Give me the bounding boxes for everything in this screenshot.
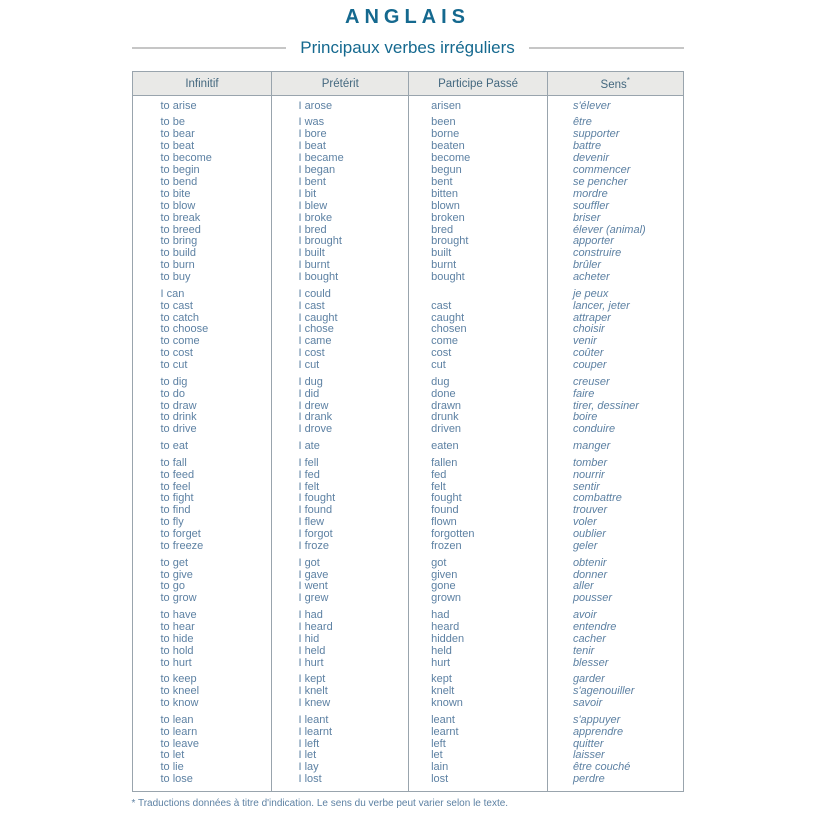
verb-sens: commencer bbox=[572, 165, 631, 177]
verb-preterit: I kept bbox=[298, 674, 326, 686]
verb-sens: savoir bbox=[572, 698, 603, 710]
verb-infinitive: to fight bbox=[160, 493, 194, 505]
participle-cell bbox=[409, 605, 548, 669]
verb-participle: done bbox=[431, 388, 456, 400]
verb-sens: devenir bbox=[572, 153, 610, 165]
verb-preterit: I fought bbox=[298, 493, 336, 505]
verb-infinitive: to let bbox=[160, 750, 185, 762]
column-header-infinitif: Infinitif bbox=[132, 72, 272, 96]
verb-group-row bbox=[132, 605, 683, 669]
verb-participle: built bbox=[431, 248, 452, 260]
verb-preterit: I left bbox=[298, 738, 320, 750]
verb-preterit: I was bbox=[298, 117, 325, 129]
verb-infinitive: to lie bbox=[160, 762, 184, 774]
sens-cell bbox=[547, 605, 683, 669]
verb-group-row bbox=[132, 284, 683, 372]
infinitive-cell bbox=[132, 113, 272, 284]
sens-cell bbox=[547, 669, 683, 709]
verb-infinitive: to bring bbox=[160, 236, 198, 248]
verb-infinitive: to leave bbox=[160, 738, 200, 750]
sens-cell bbox=[547, 453, 683, 553]
verb-sens: apprendre bbox=[572, 726, 624, 738]
column-header-preterit: Prétérit bbox=[272, 72, 409, 96]
verb-preterit: I froze bbox=[298, 540, 330, 552]
verb-participle: bitten bbox=[431, 188, 459, 200]
verb-preterit: I cast bbox=[298, 300, 325, 312]
verb-sens: pousser bbox=[572, 593, 613, 605]
page-title: ANGLAIS bbox=[345, 6, 470, 28]
verb-sens: perdre bbox=[572, 774, 605, 786]
verb-participle: fallen bbox=[431, 457, 458, 469]
verb-sens: se pencher bbox=[572, 176, 628, 188]
sens-cell bbox=[547, 436, 683, 453]
verb-sens: être bbox=[572, 117, 592, 129]
table-header-row bbox=[132, 72, 683, 96]
verb-group-row bbox=[132, 113, 683, 284]
verb-sens: manger bbox=[572, 441, 611, 453]
page-subtitle: Principaux verbes irréguliers bbox=[300, 38, 515, 57]
verb-participle: fought bbox=[431, 493, 462, 505]
verb-preterit: I burnt bbox=[298, 260, 330, 272]
verb-sens: laisser bbox=[572, 750, 605, 762]
infinitive-cell bbox=[132, 710, 272, 792]
verb-sens: attraper bbox=[572, 312, 611, 324]
verb-preterit: I drove bbox=[298, 424, 333, 436]
verb-preterit: I built bbox=[298, 248, 325, 260]
verb-infinitive: to hide bbox=[160, 633, 194, 645]
verb-preterit: I cost bbox=[298, 348, 325, 360]
verb-infinitive: to cast bbox=[160, 300, 193, 312]
verb-preterit: I bent bbox=[298, 176, 326, 188]
verb-participle: frozen bbox=[431, 540, 462, 552]
verb-infinitive: to do bbox=[160, 388, 185, 400]
verb-sens: sentir bbox=[572, 481, 600, 493]
verb-preterit: I drank bbox=[298, 412, 333, 424]
verb-sens: creuser bbox=[572, 376, 610, 388]
infinitive-cell bbox=[132, 605, 272, 669]
verb-infinitive: to come bbox=[160, 336, 200, 348]
infinitive-cell bbox=[132, 436, 272, 453]
verb-infinitive: to grow bbox=[160, 593, 197, 605]
verb-infinitive: to fall bbox=[160, 457, 187, 469]
verb-infinitive: I can bbox=[160, 288, 185, 300]
column-header-sens bbox=[547, 72, 683, 96]
verbs-tbody bbox=[132, 96, 683, 792]
verb-infinitive: to forget bbox=[160, 529, 201, 541]
verb-preterit: I caught bbox=[298, 312, 338, 324]
verb-sens: boire bbox=[572, 412, 598, 424]
verb-participle: driven bbox=[431, 424, 462, 436]
verb-infinitive: to eat bbox=[160, 441, 189, 453]
verb-sens: nourrir bbox=[572, 469, 605, 481]
verb-participle: forgotten bbox=[431, 529, 475, 541]
verb-sens: donner bbox=[572, 569, 608, 581]
verb-sens: combattre bbox=[572, 493, 622, 505]
verb-group-row bbox=[132, 96, 683, 113]
verb-participle: got bbox=[431, 557, 447, 569]
verb-infinitive: to learn bbox=[160, 726, 198, 738]
verb-group-row bbox=[132, 669, 683, 709]
infinitive-cell bbox=[132, 553, 272, 605]
verb-preterit: I began bbox=[298, 165, 336, 177]
subtitle-rule-left bbox=[132, 47, 287, 49]
verb-participle: lost bbox=[431, 774, 449, 786]
verb-participle: fed bbox=[431, 469, 447, 481]
preterit-cell bbox=[272, 669, 409, 709]
preterit-cell bbox=[272, 710, 409, 792]
preterit-cell bbox=[272, 605, 409, 669]
verb-preterit: I fed bbox=[298, 469, 320, 481]
verb-preterit: I went bbox=[298, 581, 328, 593]
subtitle-row bbox=[132, 38, 684, 58]
column-header-participe-passe: Participe Passé bbox=[409, 72, 548, 96]
verb-preterit: I bit bbox=[298, 188, 317, 200]
verb-sens: acheter bbox=[572, 272, 610, 284]
verb-sens: cacher bbox=[572, 633, 606, 645]
preterit-cell bbox=[272, 553, 409, 605]
verb-preterit: I had bbox=[298, 610, 323, 621]
verb-preterit: I flew bbox=[298, 517, 325, 529]
verb-infinitive: to cost bbox=[160, 348, 193, 360]
verb-preterit: I bought bbox=[298, 272, 339, 284]
verb-group-row bbox=[132, 553, 683, 605]
verb-participle: flown bbox=[431, 517, 457, 529]
verb-participle: bred bbox=[431, 224, 454, 236]
verb-preterit: I blew bbox=[298, 200, 328, 212]
verb-sens: briser bbox=[572, 212, 601, 224]
verb-preterit: I hurt bbox=[298, 657, 324, 669]
verb-participle: heard bbox=[431, 621, 460, 633]
preterit-cell bbox=[272, 96, 409, 113]
verb-preterit: I could bbox=[298, 288, 331, 300]
verb-infinitive: to draw bbox=[160, 400, 197, 412]
verb-participle: beaten bbox=[431, 141, 465, 153]
verb-sens: s'élever bbox=[572, 100, 611, 112]
verb-sens: geler bbox=[572, 540, 598, 552]
verb-sens: s'agenouiller bbox=[572, 686, 635, 698]
verb-preterit: I broke bbox=[298, 212, 333, 224]
verb-sens: tomber bbox=[572, 457, 608, 469]
participle-cell bbox=[409, 284, 548, 372]
verb-participle: learnt bbox=[431, 726, 459, 738]
verb-participle: begun bbox=[431, 165, 462, 177]
verb-sens: conduire bbox=[572, 424, 616, 436]
verb-infinitive: to cut bbox=[160, 360, 188, 372]
sens-label: Sens bbox=[600, 78, 627, 91]
verb-infinitive: to become bbox=[160, 153, 212, 165]
verb-participle: hurt bbox=[431, 657, 451, 669]
verb-infinitive: to know bbox=[160, 698, 199, 710]
verb-infinitive: to break bbox=[160, 212, 201, 224]
participle-cell bbox=[409, 96, 548, 113]
verb-preterit: I let bbox=[298, 750, 317, 762]
verb-participle: let bbox=[431, 750, 443, 762]
infinitive-cell bbox=[132, 453, 272, 553]
sens-asterisk: * bbox=[626, 76, 630, 86]
verb-infinitive: to be bbox=[160, 117, 185, 129]
verb-sens: voler bbox=[572, 517, 597, 529]
verb-sens: venir bbox=[572, 336, 597, 348]
verb-infinitive: to lose bbox=[160, 774, 193, 786]
verb-participle: drunk bbox=[431, 412, 459, 424]
verb-infinitive: to hold bbox=[160, 645, 194, 657]
verb-participle: chosen bbox=[431, 324, 467, 336]
verb-sens: garder bbox=[572, 674, 605, 686]
verb-sens: avoir bbox=[572, 610, 597, 621]
verb-participle: drawn bbox=[431, 400, 462, 412]
verb-participle bbox=[409, 289, 547, 301]
verb-preterit: I bred bbox=[298, 224, 327, 236]
verb-participle: lain bbox=[431, 762, 449, 774]
verb-preterit: I heard bbox=[298, 621, 333, 633]
participle-cell bbox=[409, 669, 548, 709]
verb-participle: hidden bbox=[431, 633, 465, 645]
verb-infinitive: to hear bbox=[160, 621, 195, 633]
verb-infinitive: to feel bbox=[160, 481, 191, 493]
verb-infinitive: to fly bbox=[160, 517, 184, 529]
verb-preterit: I hid bbox=[298, 633, 320, 645]
verb-participle: cast bbox=[431, 300, 452, 312]
verb-preterit: I drew bbox=[298, 400, 329, 412]
verb-sens: blesser bbox=[572, 657, 609, 669]
verb-sens: construire bbox=[572, 248, 622, 260]
verb-infinitive: to blow bbox=[160, 200, 196, 212]
verb-participle: blown bbox=[431, 200, 460, 212]
verb-infinitive: to begin bbox=[160, 165, 200, 177]
verb-sens: brûler bbox=[572, 260, 602, 272]
verb-participle: left bbox=[431, 738, 446, 750]
participle-cell bbox=[409, 436, 548, 453]
verb-participle: burnt bbox=[431, 260, 457, 272]
verb-sens: je peux bbox=[572, 288, 609, 300]
verb-preterit: I became bbox=[298, 153, 344, 165]
verb-participle: grown bbox=[431, 593, 462, 605]
verb-sens: tenir bbox=[572, 645, 595, 657]
verb-participle: dug bbox=[431, 376, 450, 388]
verb-preterit: I learnt bbox=[298, 726, 333, 738]
verb-participle: given bbox=[431, 569, 458, 581]
verb-participle: brought bbox=[431, 236, 469, 248]
verb-sens: obtenir bbox=[572, 557, 607, 569]
verb-participle: gone bbox=[431, 581, 456, 593]
verb-infinitive: to keep bbox=[160, 674, 197, 686]
verb-preterit: I brought bbox=[298, 236, 342, 248]
sens-cell bbox=[547, 553, 683, 605]
verb-group-row bbox=[132, 436, 683, 453]
verb-sens: entendre bbox=[572, 621, 617, 633]
sens-cell bbox=[547, 372, 683, 436]
verb-sens: aller bbox=[572, 581, 594, 593]
verb-participle: borne bbox=[431, 129, 460, 141]
verb-participle: had bbox=[431, 610, 450, 621]
verb-sens: couper bbox=[572, 360, 607, 372]
preterit-cell bbox=[272, 453, 409, 553]
verb-group-row bbox=[132, 372, 683, 436]
verb-infinitive: to give bbox=[160, 569, 193, 581]
verb-infinitive: to get bbox=[160, 557, 189, 569]
verb-participle: kept bbox=[431, 674, 452, 686]
verb-preterit: I ate bbox=[298, 441, 320, 453]
preterit-cell bbox=[272, 113, 409, 284]
preterit-cell bbox=[272, 284, 409, 372]
verb-infinitive: to buy bbox=[160, 272, 191, 284]
verb-sens: faire bbox=[572, 388, 595, 400]
verb-preterit: I chose bbox=[298, 324, 334, 336]
verb-preterit: I arose bbox=[298, 100, 333, 112]
verb-sens: battre bbox=[572, 141, 602, 153]
verb-sens: oublier bbox=[572, 529, 606, 541]
infinitive-cell bbox=[132, 669, 272, 709]
verb-participle: held bbox=[431, 645, 452, 657]
verb-preterit: I knelt bbox=[298, 686, 328, 698]
verb-infinitive: to breed bbox=[160, 224, 201, 236]
participle-cell bbox=[409, 710, 548, 792]
verb-participle: eaten bbox=[431, 441, 459, 453]
footnote-text: * Traductions données à titre d'indication. Le sens du verbe peut varier selon le texte. bbox=[131, 798, 509, 810]
verb-participle: felt bbox=[431, 481, 446, 493]
verb-infinitive: to find bbox=[160, 505, 191, 517]
verb-sens: souffler bbox=[572, 200, 610, 212]
verb-preterit: I beat bbox=[298, 141, 326, 153]
verb-sens: apporter bbox=[572, 236, 614, 248]
verb-sens: choisir bbox=[572, 324, 605, 336]
verb-preterit: I held bbox=[298, 645, 326, 657]
verb-infinitive: to burn bbox=[160, 260, 195, 272]
verbs-table-wrapper bbox=[132, 71, 684, 792]
verb-preterit: I forgot bbox=[298, 529, 333, 541]
sens-cell bbox=[547, 113, 683, 284]
verb-infinitive: to kneel bbox=[160, 686, 200, 698]
verb-group-row bbox=[132, 453, 683, 553]
infinitive-cell bbox=[132, 284, 272, 372]
verb-sens: trouver bbox=[572, 505, 608, 517]
verb-preterit: I leant bbox=[298, 714, 329, 726]
verb-infinitive: to beat bbox=[160, 141, 195, 153]
verb-participle: come bbox=[431, 336, 458, 348]
verb-participle: bought bbox=[431, 272, 465, 284]
verb-preterit: I grew bbox=[298, 593, 329, 605]
preterit-cell bbox=[272, 372, 409, 436]
verb-participle: knelt bbox=[431, 686, 455, 698]
verb-preterit: I lost bbox=[298, 774, 322, 786]
verb-preterit: I fell bbox=[298, 457, 319, 469]
verb-infinitive: to bend bbox=[160, 176, 198, 188]
verb-sens: quitter bbox=[572, 738, 604, 750]
verb-infinitive: to freeze bbox=[160, 540, 204, 552]
verb-preterit: I cut bbox=[298, 360, 320, 372]
verb-participle: known bbox=[431, 698, 463, 710]
participle-cell bbox=[409, 113, 548, 284]
verb-sens: mordre bbox=[572, 188, 608, 200]
verb-infinitive: to drink bbox=[160, 412, 197, 424]
verb-preterit: I bore bbox=[298, 129, 327, 141]
verb-preterit: I lay bbox=[298, 762, 319, 774]
verb-sens: coûter bbox=[572, 348, 604, 360]
verb-participle: been bbox=[431, 117, 456, 129]
verb-preterit: I knew bbox=[298, 698, 331, 710]
verb-infinitive: to drive bbox=[160, 424, 197, 436]
verb-participle: caught bbox=[431, 312, 465, 324]
verb-preterit: I did bbox=[298, 388, 320, 400]
verb-infinitive: to bite bbox=[160, 188, 191, 200]
verb-infinitive: to dig bbox=[160, 376, 188, 388]
verb-infinitive: to feed bbox=[160, 469, 195, 481]
verb-infinitive: to lean bbox=[160, 714, 194, 726]
verb-participle: leant bbox=[431, 714, 455, 726]
verb-participle: cost bbox=[431, 348, 452, 360]
verb-infinitive: to bear bbox=[160, 129, 195, 141]
infinitive-cell bbox=[132, 372, 272, 436]
verb-infinitive: to catch bbox=[160, 312, 200, 324]
participle-cell bbox=[409, 372, 548, 436]
verb-sens: tirer, dessiner bbox=[572, 400, 639, 412]
verb-participle: cut bbox=[431, 360, 446, 372]
verb-sens: supporter bbox=[572, 129, 620, 141]
irregular-verbs-table bbox=[132, 71, 684, 792]
verb-participle: arisen bbox=[431, 100, 462, 112]
verb-participle: found bbox=[431, 505, 459, 517]
verb-sens: élever (animal) bbox=[572, 224, 646, 236]
sens-cell bbox=[547, 710, 683, 792]
sens-cell bbox=[547, 284, 683, 372]
verb-sens: lancer, jeter bbox=[572, 300, 630, 312]
verb-preterit: I dug bbox=[298, 376, 323, 388]
verb-preterit: I came bbox=[298, 336, 332, 348]
verb-participle: bent bbox=[431, 176, 453, 188]
verb-infinitive: to arise bbox=[160, 100, 197, 112]
verb-participle: become bbox=[431, 153, 471, 165]
verb-preterit: I gave bbox=[298, 569, 329, 581]
verb-infinitive: to choose bbox=[160, 324, 209, 336]
verb-preterit: I felt bbox=[298, 481, 320, 493]
participle-cell bbox=[409, 453, 548, 553]
verb-preterit: I found bbox=[298, 505, 333, 517]
sens-cell bbox=[547, 96, 683, 113]
verb-infinitive: to go bbox=[160, 581, 185, 593]
verb-sens: s'appuyer bbox=[572, 714, 621, 726]
infinitive-cell bbox=[132, 96, 272, 113]
verb-infinitive: to have bbox=[160, 610, 197, 621]
verb-infinitive: to hurt bbox=[160, 657, 192, 669]
verb-sens: être couché bbox=[572, 762, 631, 774]
verb-preterit: I got bbox=[298, 557, 320, 569]
verb-group-row bbox=[132, 710, 683, 792]
verb-infinitive: to build bbox=[160, 248, 196, 260]
preterit-cell bbox=[272, 436, 409, 453]
participle-cell bbox=[409, 553, 548, 605]
verb-participle: broken bbox=[431, 212, 465, 224]
subtitle-rule-right bbox=[529, 47, 684, 49]
